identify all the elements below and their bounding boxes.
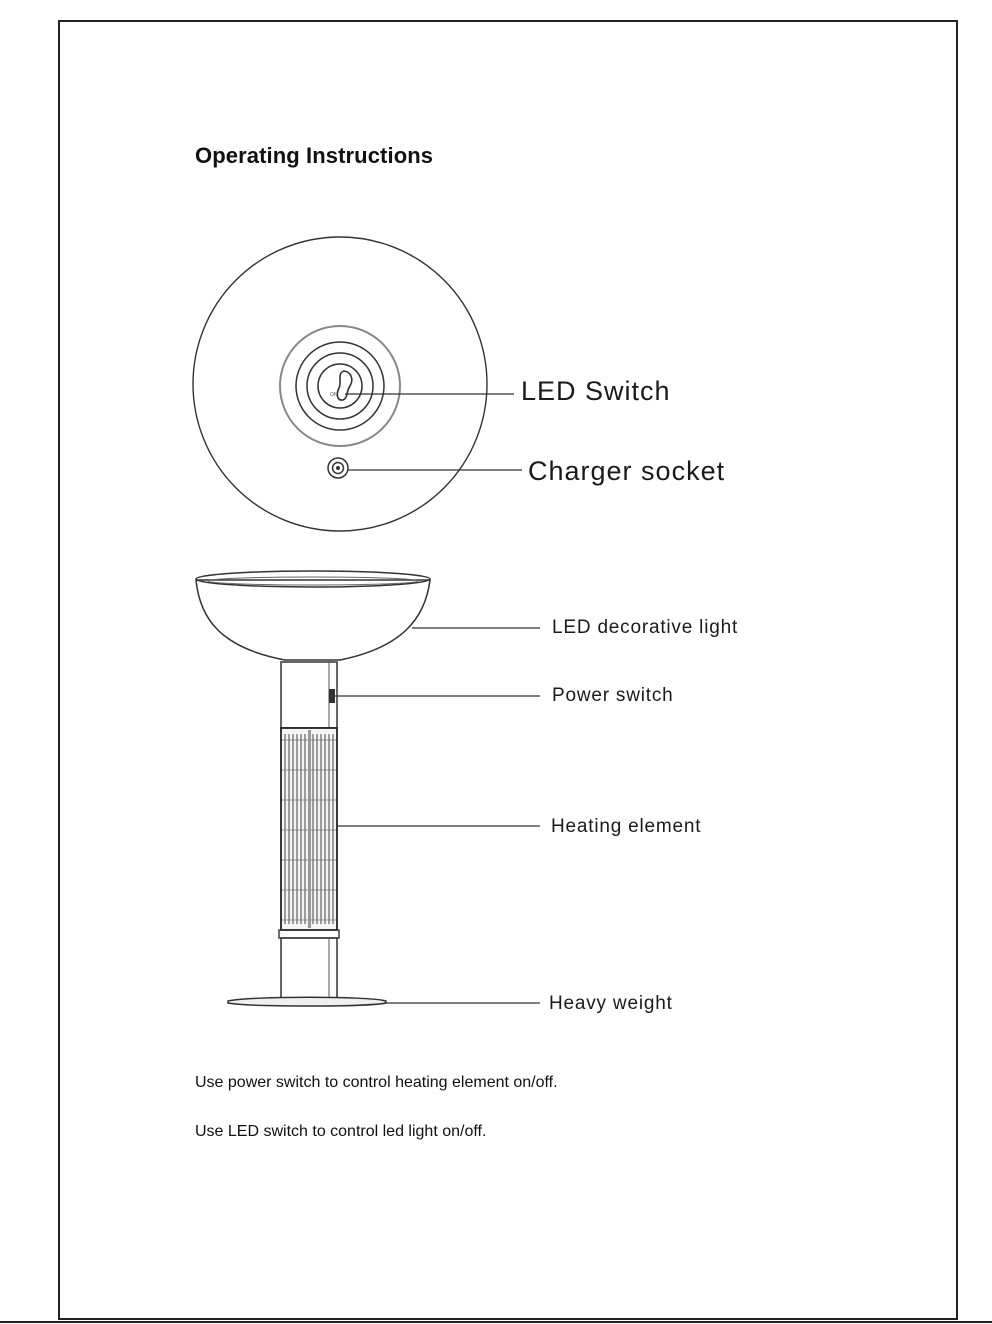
lower-collar [279, 930, 339, 938]
instruction-led-switch: Use LED switch to control led light on/off. [195, 1123, 487, 1140]
led-switch-tiny-mark: ON [330, 392, 338, 398]
page-title: Operating Instructions [195, 143, 434, 168]
charger-socket-pin [336, 466, 340, 470]
led-decorative-light-label: LED decorative light [552, 617, 739, 638]
heavy-weight-label: Heavy weight [549, 993, 673, 1014]
led-switch-label: LED Switch [521, 376, 671, 406]
led-switch-toggle-icon [337, 371, 351, 400]
side-view-illustration [196, 571, 540, 1006]
heating-element-label: Heating element [551, 816, 702, 837]
led-bowl-rim-inner [208, 577, 418, 585]
led-bowl [196, 580, 430, 660]
power-switch-label: Power switch [552, 685, 674, 706]
charger-socket-label: Charger socket [528, 456, 726, 486]
top-view-illustration [193, 237, 522, 531]
instruction-power-switch: Use power switch to control heating element on/off. [195, 1074, 558, 1091]
power-switch-button [329, 689, 335, 703]
heating-element-center-rod [308, 730, 311, 928]
heavy-weight-base [228, 997, 386, 1006]
